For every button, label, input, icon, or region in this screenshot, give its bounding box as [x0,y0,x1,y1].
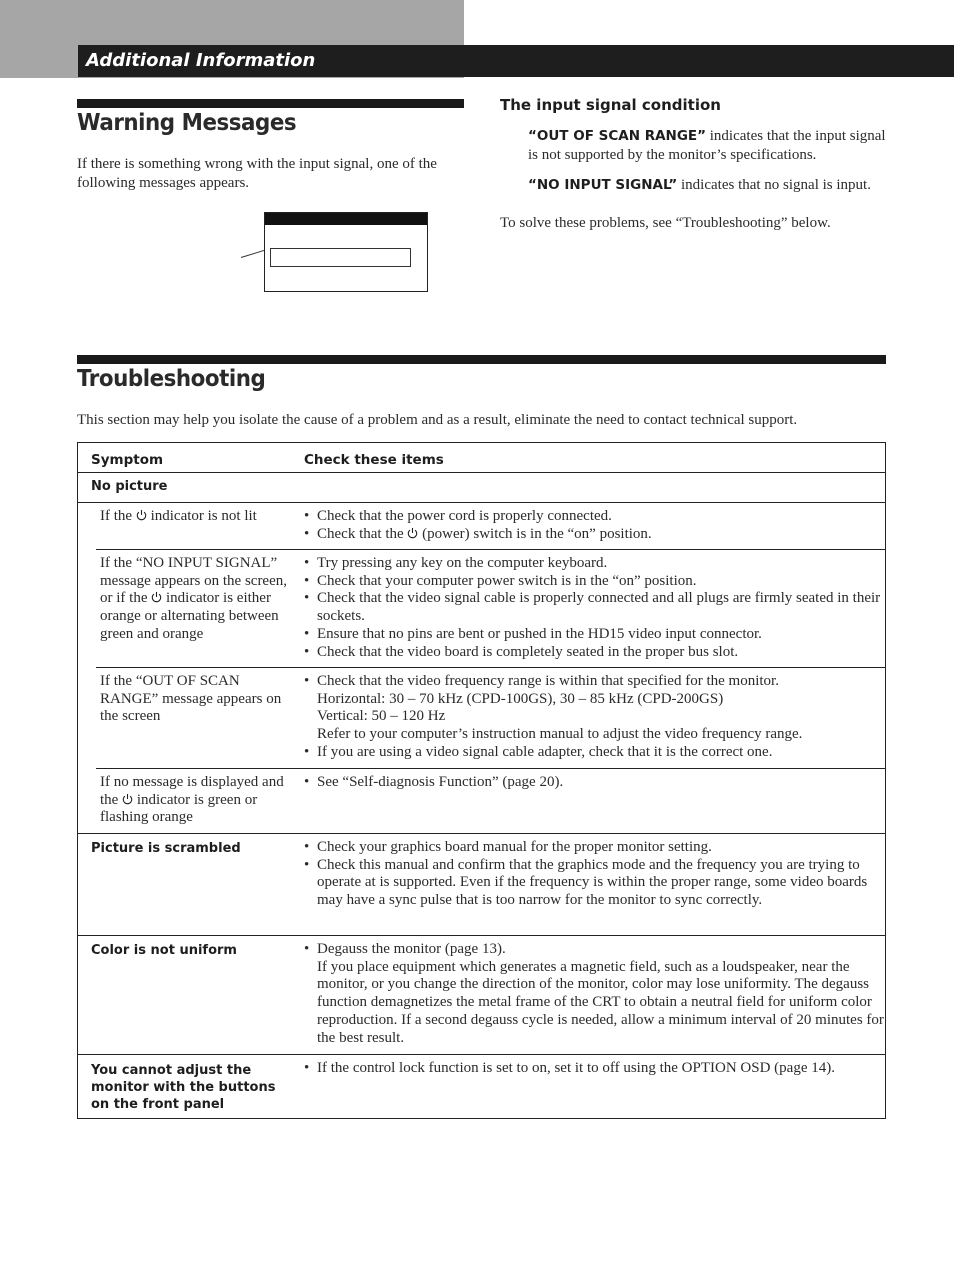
check-item: • See “Self-diagnosis Function” (page 20). [304,774,885,792]
power-icon [122,793,133,805]
symptom-text: indicator is green or flashing orange [100,791,258,826]
table-row [96,550,885,668]
troubleshooting-rule [77,355,886,364]
check-item: • Ensure that no pins are bent or pushed in the HD15 video input connector. [304,626,885,644]
warning-title: Warning Messages [77,110,297,136]
section-title: Additional Information [86,50,316,71]
symptom-cell: You cannot adjust the monitor with the buttons on the front panel [91,1063,276,1112]
no-input-text: indicates that no signal is input. [677,177,871,193]
check-text: Check that the [317,525,408,542]
symptom-cell: Color is not uniform [91,943,237,958]
out-of-scan-text: indicates that the input signal is not supported by the monitor’s specifications. [528,128,886,163]
table-row [96,668,885,769]
osd-message-illustration [264,212,428,292]
osd-title-bar [265,213,427,225]
check-item: • Check that the power cord is properly connected. [304,508,885,526]
check-text: (power) switch is in the “on” position. [418,525,652,542]
warning-rule [77,99,464,108]
table-row [78,936,885,1055]
check-item: • Check that the video board is completely seated in the proper bus slot. [304,644,885,662]
table-row [96,769,885,833]
troubleshooting-table [77,442,886,1119]
table-row [96,503,885,550]
check-item: • Try pressing any key on the computer keyboard. [304,555,885,573]
symptom-cell [100,555,295,644]
power-icon [407,527,418,539]
check-item: • Check your graphics board manual for the proper monitor setting. [304,839,885,857]
check-cell [304,503,885,543]
no-input-label: “NO INPUT SIGNAL” [528,177,678,193]
signal-condition-heading: The input signal condition [500,96,721,114]
check-detail: Vertical: 50 – 120 Hz [317,708,446,725]
solve-text: To solve these problems, see “Troubleshooting” below. [500,215,831,231]
check-item: • Check that the video signal cable is properly connected and all plugs are firmly seated in their sockets. [304,590,885,625]
check-detail: If you place equipment which generates a magnetic field, such as a loudspeaker, near the monitor, or you change the direction of the monitor, color may lose uniformity. The degauss function demagnetizes the metal frame of the CRT to obtain a neutral field for uniform color reproduction. If a second degauss cycle is needed, allow a minimum interval of 20 minutes for the best result. [317,958,884,1046]
check-detail: Refer to your computer’s instruction manual to adjust the video frequency range. [317,726,803,743]
check-header: Check these items [304,452,444,468]
symptom-cell [100,774,295,827]
check-item: • If the control lock function is set to on, set it to off using the OPTION OSD (page 14). [304,1060,885,1078]
check-cell [304,1055,885,1078]
check-cell [304,834,885,910]
check-cell [304,668,885,762]
check-cell [304,769,885,792]
symptom-text: If the “NO INPUT SIGNAL” message appears on the screen, or if the [100,555,288,607]
symptom-text: If no message is displayed and the [100,774,284,808]
check-item [304,526,885,544]
check-item: • Check that the video frequency range is within that specified for the monitor. [304,673,885,691]
table-row [78,1055,885,1118]
power-icon [151,591,162,603]
no-picture-label: No picture [91,479,168,494]
table-header-row [78,443,885,473]
check-item: • Check that your computer power switch is in the “on” position. [304,573,885,591]
symptom-text: indicator is either orange or alternating between green and orange [100,590,279,642]
table-row [78,834,885,936]
power-icon [136,509,147,521]
troubleshooting-intro: This section may help you isolate the cause of a problem and as a result, eliminate the need to contact technical support. [77,412,798,428]
symptom-cell: If the “OUT OF SCAN RANGE” message appears on the screen [100,673,282,725]
check-item: • Check this manual and confirm that the graphics mode and the frequency you are trying to operate at is supported. Even if the frequency is within the proper range, some video boards may have a sync pulse that is too narrow for the monitor to sync correctly. [304,857,885,910]
out-of-scan-label: “OUT OF SCAN RANGE” [528,128,707,144]
warning-intro: If there is something wrong with the input signal, one of the following messages appears. [77,156,437,191]
check-detail: Horizontal: 30 – 70 kHz (CPD-100GS), 30 – 85 kHz (CPD-200GS) [317,690,724,707]
no-picture-group [78,473,885,834]
check-item: • If you are using a video signal cable adapter, check that it is the correct one. [304,744,885,762]
check-item: • Degauss the monitor (page 13). [304,941,885,959]
check-cell [304,550,885,661]
symptom-cell: Picture is scrambled [91,841,241,856]
symptom-text: If the [100,508,136,524]
symptom-header: Symptom [91,452,164,468]
no-input-desc [528,176,888,195]
out-of-scan-desc [528,127,888,165]
no-picture-label-row [78,473,885,503]
symptom-cell [100,508,305,526]
check-cell [304,936,885,1047]
troubleshooting-title: Troubleshooting [77,366,266,392]
osd-message-field [270,248,411,267]
symptom-text: indicator is not lit [146,508,257,524]
